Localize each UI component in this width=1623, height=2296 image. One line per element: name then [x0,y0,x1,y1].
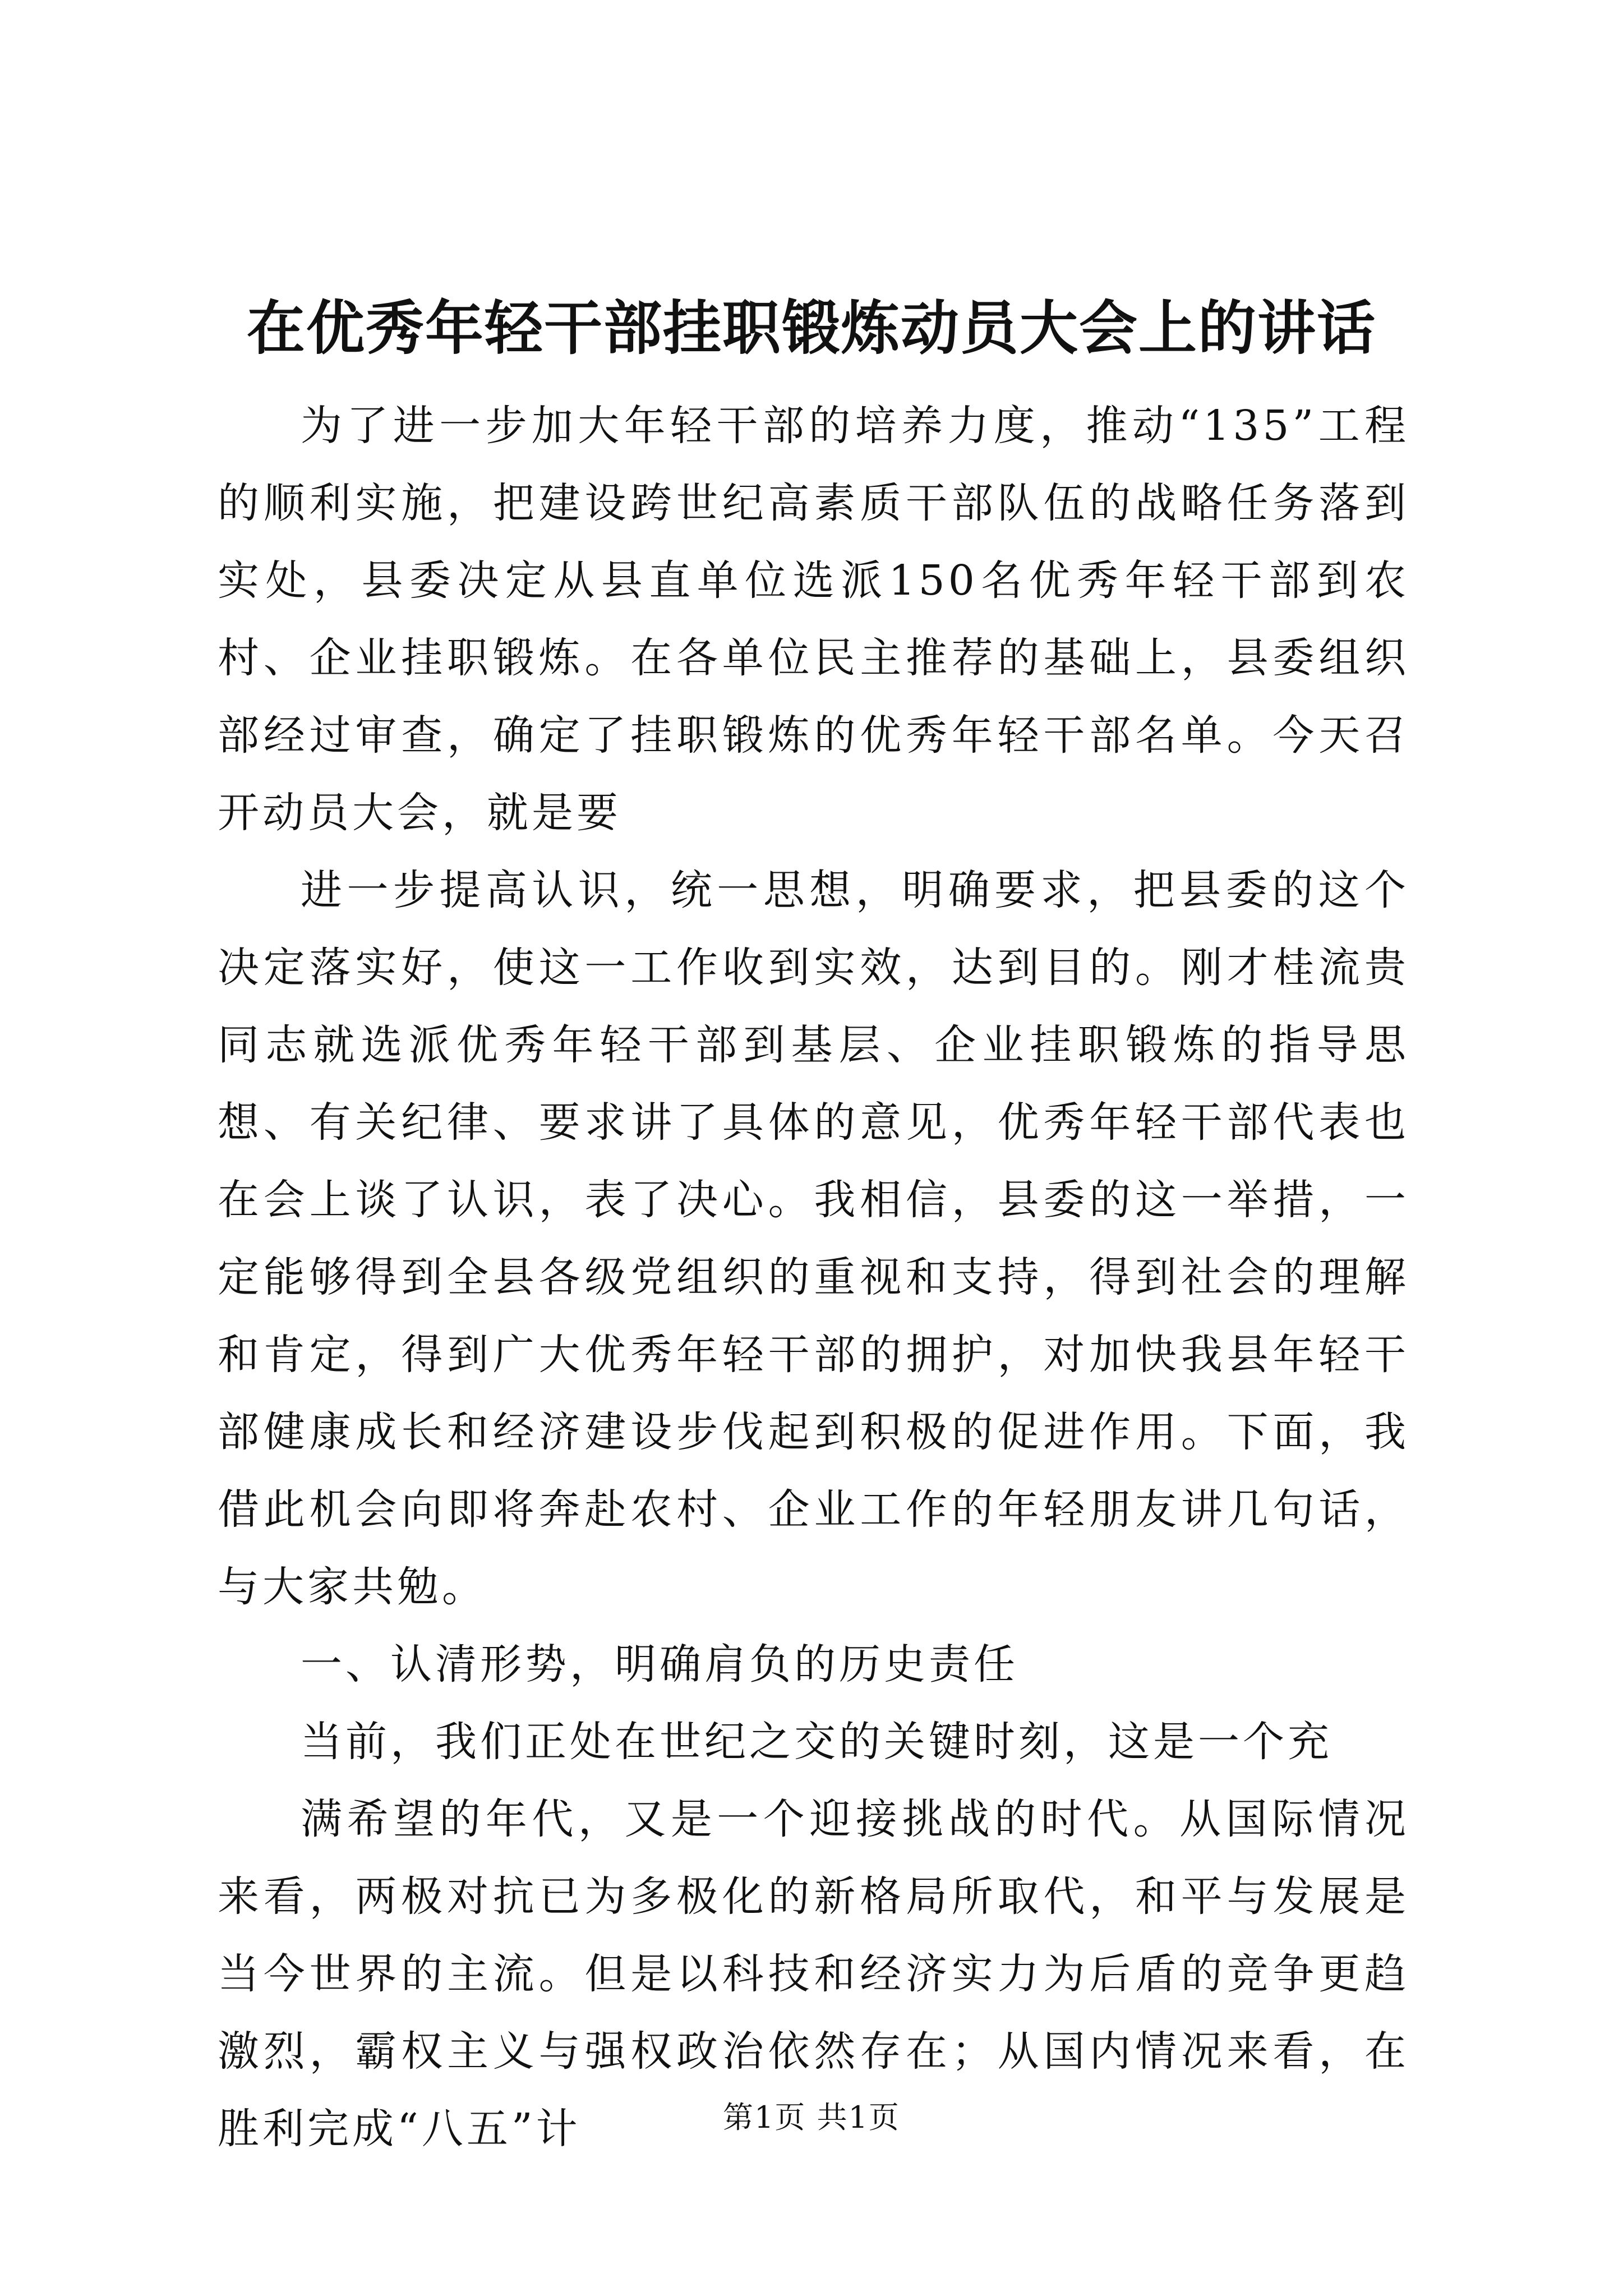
paragraph-continued: 进一步提高认识，统一思想，明确要求，把县委的这个决定落实好，使这一工作收到实效，达到目的。刚才桂流贵同志就选派优秀年轻干部到基层、企业挂职锻炼的指导思想、有关纪律、要求讲了具体的意见，优秀年轻干部代表也在会上谈了认识，表了决心。我相信，县委的这一举措，一定能够得到全县各级党组织的重视和支持，得到社会的理解和肯定，得到广大优秀年轻干部的拥护，对加快我县年轻干部健康成长和经济建设步伐起到积极的促进作用。下面，我借此机会向即将奔赴农村、企业工作的年轻朋友讲几句话，与大家共勉。 [218,866,1409,1611]
section-heading: 一、认清形势，明确肩负的历史责任 [301,1640,1018,1688]
page-number-footer: 第1页 共1页 [723,2100,900,2135]
document-title: 在优秀年轻干部挂职锻炼动员大会上的讲话 [246,293,1376,362]
section-paragraph-1: 当前，我们正处在世纪之交的关键时刻，这是一个充 [301,1718,1332,1766]
document-body [218,387,1409,2168]
section-paragraph-2: 满希望的年代，又是一个迎接挑战的时代。从国际情况来看，两极对抗已为多极化的新格局所取代，和平与发展是当今世界的主流。但是以科技和经济实力为后盾的竞争更趋激烈，霸权主义与强权政治依然存在；从国内情况来看，在胜利完成“八五”计 [218,1795,1409,2153]
paragraph-intro: 为了进一步加大年轻干部的培养力度，推动“135”工程的顺利实施，把建设跨世纪高素质干部队伍的战略任务落到实处，县委决定从县直单位选派150名优秀年轻干部到农村、企业挂职锻炼。在各单位民主推荐的基础上，县委组织部经过审查，确定了挂职锻炼的优秀年轻干部名单。今天召开动员大会，就是要 [218,402,1409,837]
